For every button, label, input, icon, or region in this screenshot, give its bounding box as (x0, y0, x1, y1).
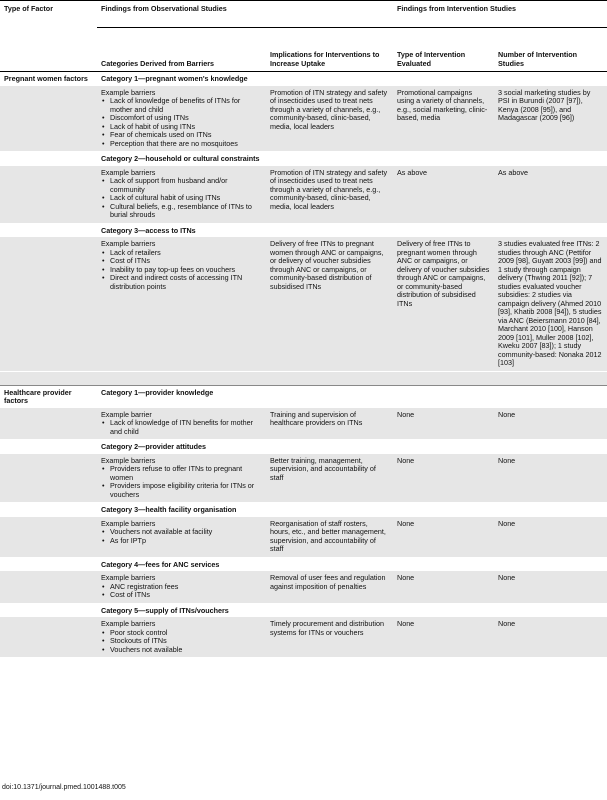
header-row-groups (0, 1, 607, 28)
bottom-rule (0, 658, 607, 659)
header-intervention-count: Number of Intervention Studies (494, 28, 607, 72)
barrier-item: • Vouchers not available (101, 646, 262, 655)
intervention-type-cell: None (393, 408, 494, 440)
barriers-intro: Example barriers (101, 239, 156, 248)
header-row-columns (0, 28, 607, 72)
header-implications: Implications for Interventions to Increase Uptake (266, 28, 393, 72)
barriers-intro: Example barriers (101, 573, 156, 582)
spacer-cell (97, 371, 266, 385)
factor-label (0, 440, 97, 454)
implications-cell: Delivery of free ITNs to pregnant women through ANC or campaigns, or delivery of voucher subsidies through ANC or campaigns, or community-based distribution of subsidised ITNs (266, 237, 393, 371)
barriers-cell (97, 237, 266, 371)
category-title: Category 2—provider attitudes (101, 442, 207, 451)
category-body-row (0, 166, 607, 224)
factor-cell (0, 454, 97, 503)
factor-cell (0, 571, 97, 603)
barrier-item: • Lack of knowledge of ITN benefits for mother and child (101, 419, 262, 436)
category-title: Category 1—provider knowledge (97, 385, 607, 408)
barrier-item: • As for IPTp (101, 537, 262, 546)
barriers-cell (97, 571, 266, 603)
barrier-item: • Providers refuse to offer ITNs to pregnant women (101, 465, 262, 482)
implications-cell: Promotion of ITN strategy and safety of insecticides used to treat nets through a variety of channels, e.g., community-based, clinic-based, media, local leaders (266, 166, 393, 224)
intervention-count-cell: None (494, 408, 607, 440)
intervention-type-cell: Delivery of free ITNs to pregnant women through ANC or campaigns, or delivery of voucher subsidies through ANC or campaigns, or community-based distribution of subsidised ITNs (393, 237, 494, 371)
barrier-list (101, 97, 262, 148)
category-title-row (0, 440, 607, 454)
barriers-intro: Example barrier (101, 409, 152, 419)
implications-cell: Timely procurement and distribution systems for ITNs or vouchers (266, 617, 393, 658)
category-title-row (0, 223, 607, 237)
category-body-row (0, 517, 607, 558)
barrier-item: • Perception that there are no mosquitoes (101, 140, 262, 149)
factor-label (0, 152, 97, 166)
barrier-item: • Cost of ITNs (101, 257, 262, 266)
factor-label: Healthcare provider factors (0, 385, 97, 408)
barrier-list (101, 583, 262, 600)
barrier-list (101, 419, 262, 436)
intervention-type-cell: None (393, 617, 494, 658)
barrier-item: • ANC registration fees (101, 583, 262, 592)
header-categories: Categories Derived from Barriers (97, 28, 266, 72)
intervention-type-cell: As above (393, 166, 494, 224)
barriers-intro: Example barriers (101, 455, 156, 465)
factor-cell (0, 237, 97, 371)
barrier-item: • Poor stock control (101, 629, 262, 638)
barrier-list (101, 465, 262, 499)
barriers-cell (97, 617, 266, 658)
factor-cell (0, 617, 97, 658)
barriers-intro: Example barriers (101, 87, 156, 97)
factor-cell (0, 86, 97, 152)
factor-label (0, 503, 97, 517)
barrier-item: • Lack of habit of using ITNs (101, 123, 262, 132)
category-body-row (0, 408, 607, 440)
factor-cell (0, 408, 97, 440)
barrier-list (101, 177, 262, 220)
intervention-type-cell: None (393, 517, 494, 558)
header-empty (0, 28, 97, 72)
barrier-item: • Cost of ITNs (101, 591, 262, 600)
barrier-item: • Lack of support from husband and/or community (101, 177, 262, 194)
barriers-intro: Example barriers (101, 518, 156, 528)
category-body-row (0, 86, 607, 152)
category-title-row (0, 557, 607, 571)
barrier-item: • Discomfort of using ITNs (101, 114, 262, 123)
bottom-rule-row (0, 658, 607, 659)
header-observational-group: Findings from Observational Studies (97, 1, 393, 28)
intervention-count-cell: None (494, 454, 607, 503)
barrier-list (101, 249, 262, 292)
intervention-count-cell: As above (494, 166, 607, 224)
barrier-item: • Lack of knowledge of benefits of ITNs for mother and child (101, 97, 262, 114)
category-body-row (0, 617, 607, 658)
category-title: Category 1—pregnant women's knowledge (101, 74, 248, 83)
intervention-count-cell: None (494, 617, 607, 658)
category-title-row (0, 152, 607, 166)
category-title-row (0, 603, 607, 617)
intervention-count-cell: None (494, 517, 607, 558)
barrier-item: • Cultural beliefs, e.g., resemblance of ITNs to burial shrouds (101, 203, 262, 220)
spacer-cell (0, 371, 97, 385)
factor-label: Pregnant women factors (4, 74, 88, 83)
barriers-cell (97, 408, 266, 440)
barrier-item: • Inability to pay top-up fees on vouchers (101, 266, 262, 275)
category-title-row (0, 72, 607, 86)
section-spacer (0, 371, 607, 385)
implications-cell: Promotion of ITN strategy and safety of insecticides used to treat nets through a variety of channels, e.g., community-based, clinic-based, media, local leaders (266, 86, 393, 152)
category-body-row (0, 454, 607, 503)
category-body-row (0, 571, 607, 603)
category-title-row (0, 503, 607, 517)
implications-cell: Better training, management, supervision, and accountability of staff (266, 454, 393, 503)
implications-cell: Reorganisation of staff rosters, hours, etc., and better management, supervision, and accountability of staff (266, 517, 393, 558)
barriers-intro: Example barriers (101, 167, 156, 177)
category-title: Category 3—health facility organisation (101, 505, 237, 514)
factor-label (0, 223, 97, 237)
intervention-type-cell: None (393, 454, 494, 503)
barrier-item: • Direct and indirect costs of accessing ITN distribution points (101, 274, 262, 291)
barriers-cell (97, 166, 266, 224)
factor-cell (0, 517, 97, 558)
barrier-item: • Fear of chemicals used on ITNs (101, 131, 262, 140)
category-title-row (0, 385, 607, 408)
implications-cell: Training and supervision of healthcare providers on ITNs (266, 408, 393, 440)
barrier-item: • Stockouts of ITNs (101, 637, 262, 646)
barrier-item: • Lack of cultural habit of using ITNs (101, 194, 262, 203)
intervention-type-cell: None (393, 571, 494, 603)
category-title: Category 4—fees for ANC services (101, 559, 220, 569)
intervention-count-cell: 3 social marketing studies by PSI in Burundi (2007 [97]), Kenya (2008 [95]), and Madagascar (2009 [96]) (494, 86, 607, 152)
doi-text: doi:10.1371/journal.pmed.1001488.t005 (2, 784, 126, 791)
factor-label (0, 557, 97, 571)
factor-cell (0, 166, 97, 224)
barriers-intro: Example barriers (101, 619, 156, 628)
table-body (0, 72, 607, 659)
spacer-cell (494, 371, 607, 385)
barrier-item: • Lack of retailers (101, 249, 262, 258)
category-body-row (0, 237, 607, 371)
implications-cell: Removal of user fees and regulation against imposition of penalties (266, 571, 393, 603)
factor-label (0, 603, 97, 617)
spacer-cell (266, 371, 393, 385)
intervention-count-cell: None (494, 571, 607, 603)
barrier-item: • Providers impose eligibility criteria for ITNs or vouchers (101, 482, 262, 499)
barriers-cell (97, 86, 266, 152)
barrier-list (101, 528, 262, 545)
header-intervention-type: Type of Intervention Evaluated (393, 28, 494, 72)
header-intervention-group: Findings from Intervention Studies (393, 1, 607, 28)
category-title: Category 5—supply of ITNs/vouchers (101, 605, 229, 615)
barrier-item: • Vouchers not available at facility (101, 528, 262, 537)
intervention-type-cell: Promotional campaigns using a variety of channels, e.g., social marketing, clinic-based, media (393, 86, 494, 152)
barrier-list (101, 629, 262, 655)
header-type-of-factor: Type of Factor (0, 1, 97, 28)
category-title: Category 3—access to ITNs (101, 225, 196, 235)
spacer-cell (393, 371, 494, 385)
barriers-cell (97, 517, 266, 558)
barriers-cell (97, 454, 266, 503)
category-title: Category 2—household or cultural constraints (101, 154, 260, 163)
intervention-count-cell: 3 studies evaluated free ITNs: 2 studies through ANC (Pettifor 2009 [98], Guyatt 2003 [99]) and 1 study through campaign delivery (Thwing 2011 [92]); 7 studies evaluated voucher subsidies: 2 studies via campaign delivery (Ahmed 2010 [93], Khatib 2008 [94]), 5 studies via ANC (Beiersmann 2010 [84], Marchant 2010 [100], Hanson 2009 [101], Muller 2008 [102], Kweku 2007 [83]); 1 study community-based: Nonaka 2012 [103] (494, 237, 607, 371)
